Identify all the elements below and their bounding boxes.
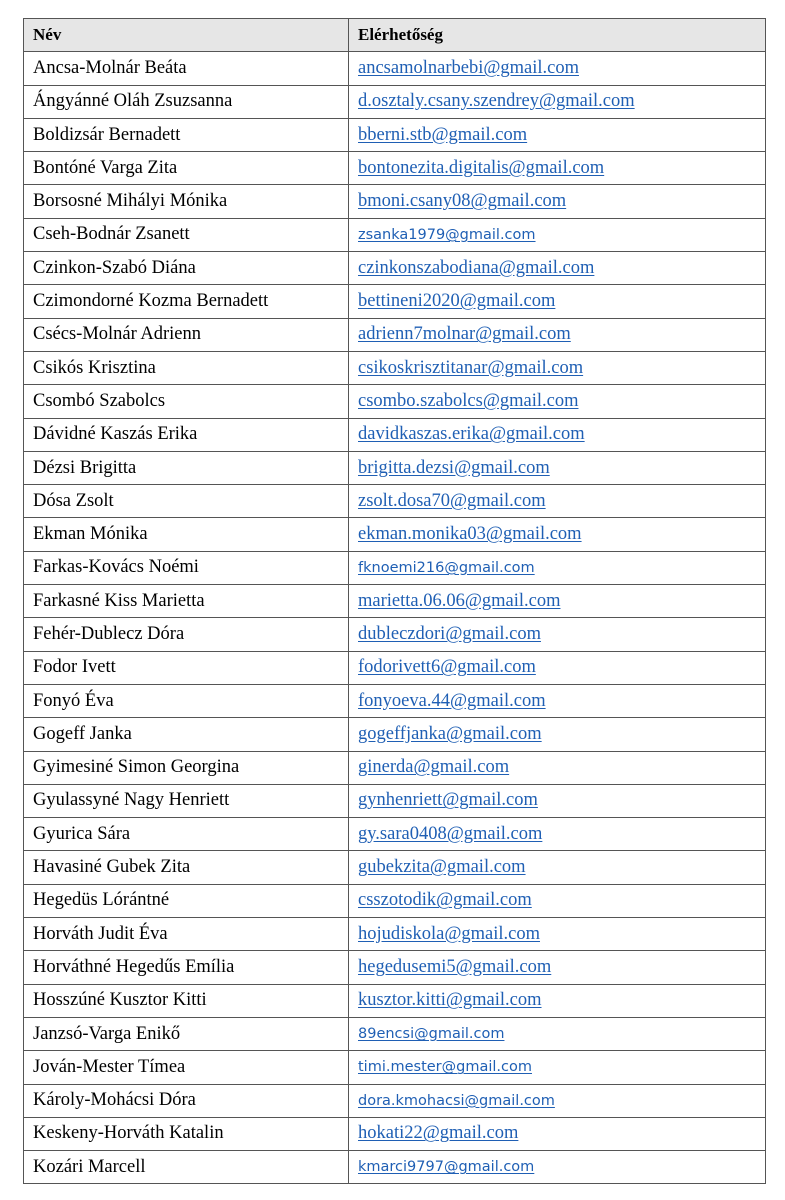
email-link[interactable]: fonyoeva.44@gmail.com [358,690,546,711]
contact-cell [349,585,766,618]
email-link[interactable]: bmoni.csany08@gmail.com [358,191,567,212]
person-name: Jován-Mester Tímea [24,1051,349,1084]
table-row [24,1117,766,1150]
table-row [24,351,766,384]
contact-cell [349,1051,766,1084]
table-row [24,718,766,751]
table-row [24,1151,766,1184]
contact-cell [349,684,766,717]
email-link[interactable]: hegedusemi5@gmail.com [358,956,552,977]
table-row [24,651,766,684]
person-name: Kozári Marcell [24,1151,349,1184]
contact-cell [349,85,766,118]
table-row [24,518,766,551]
table-row [24,818,766,851]
email-link[interactable]: fknoemi216@gmail.com [358,559,535,576]
email-link[interactable]: ginerda@gmail.com [358,757,510,778]
person-name: Gogeff Janka [24,718,349,751]
person-name: Dósa Zsolt [24,485,349,518]
table-row [24,585,766,618]
person-name: Czinkon-Szabó Diána [24,252,349,285]
person-name: Cseh-Bodnár Zsanett [24,218,349,251]
contact-cell [349,851,766,884]
table-row [24,918,766,951]
contact-cell [349,1084,766,1117]
email-link[interactable]: zsanka1979@gmail.com [358,226,536,243]
contact-cell [349,1017,766,1050]
person-name: Csécs-Molnár Adrienn [24,318,349,351]
person-name: Gyimesiné Simon Georgina [24,751,349,784]
table-row [24,152,766,185]
table-row [24,118,766,151]
table-row [24,751,766,784]
contact-cell [349,1151,766,1184]
email-link[interactable]: marietta.06.06@gmail.com [358,590,561,611]
email-link[interactable]: brigitta.dezsi@gmail.com [358,457,550,478]
email-link[interactable]: davidkaszas.erika@gmail.com [358,424,585,445]
email-link[interactable]: gubekzita@gmail.com [358,857,526,878]
email-link[interactable]: gynhenriett@gmail.com [358,790,538,811]
email-link[interactable]: gy.sara0408@gmail.com [358,823,543,844]
contact-cell [349,285,766,318]
contact-cell [349,152,766,185]
contact-cell [349,818,766,851]
contact-cell [349,918,766,951]
email-link[interactable]: bberni.stb@gmail.com [358,124,528,145]
person-name: Farkasné Kiss Marietta [24,585,349,618]
contact-cell [349,551,766,584]
table-body [24,52,766,1184]
person-name: Janzsó-Varga Enikő [24,1017,349,1050]
person-name: Károly-Mohácsi Dóra [24,1084,349,1117]
email-link[interactable]: gogeffjanka@gmail.com [358,723,542,744]
email-link[interactable]: adrienn7molnar@gmail.com [358,324,571,345]
contact-cell [349,418,766,451]
table-row [24,418,766,451]
table-row [24,1051,766,1084]
table-header-row [24,19,766,52]
contact-cell [349,185,766,218]
table-row [24,884,766,917]
person-name: Havasiné Gubek Zita [24,851,349,884]
person-name: Fehér-Dublecz Dóra [24,618,349,651]
contact-cell [349,385,766,418]
person-name: Hosszúné Kusztor Kitti [24,984,349,1017]
person-name: Gyurica Sára [24,818,349,851]
table-row [24,52,766,85]
person-name: Ekman Mónika [24,518,349,551]
table-row [24,551,766,584]
email-link[interactable]: csszotodik@gmail.com [358,890,532,911]
table-row [24,1084,766,1117]
person-name: Farkas-Kovács Noémi [24,551,349,584]
email-link[interactable]: csombo.szabolcs@gmail.com [358,390,579,411]
contact-cell [349,1117,766,1150]
email-link[interactable]: 89encsi@gmail.com [358,1026,505,1043]
person-name: Horváth Judit Éva [24,918,349,951]
table-row [24,85,766,118]
contact-cell [349,518,766,551]
contact-cell [349,52,766,85]
contact-cell [349,651,766,684]
person-name: Csombó Szabolcs [24,385,349,418]
contact-cell [349,618,766,651]
table-row [24,984,766,1017]
person-name: Fonyó Éva [24,684,349,717]
table-row [24,218,766,251]
person-name: Hegedüs Lórántné [24,884,349,917]
table-row [24,451,766,484]
table-row [24,1017,766,1050]
contact-cell [349,951,766,984]
email-link[interactable]: czinkonszabodiana@gmail.com [358,257,595,278]
person-name: Dézsi Brigitta [24,451,349,484]
person-name: Borsosné Mihályi Mónika [24,185,349,218]
contact-cell [349,784,766,817]
table-row [24,318,766,351]
person-name: Fodor Ivett [24,651,349,684]
email-link[interactable]: fodorivett6@gmail.com [358,657,536,678]
email-link[interactable]: bontonezita.digitalis@gmail.com [358,157,605,178]
email-link[interactable]: hokati22@gmail.com [358,1123,519,1144]
contact-cell [349,718,766,751]
email-link[interactable]: ekman.monika03@gmail.com [358,524,582,545]
contact-cell [349,984,766,1017]
table-row [24,252,766,285]
contact-cell [349,751,766,784]
header-contact: Elérhetőség [349,19,766,52]
contact-cell [349,218,766,251]
table-row [24,684,766,717]
email-link[interactable]: d.osztaly.csany.szendrey@gmail.com [358,91,635,112]
table-row [24,385,766,418]
table-row [24,485,766,518]
person-name: Ángyánné Oláh Zsuzsanna [24,85,349,118]
email-link[interactable]: timi.mester@gmail.com [358,1059,532,1076]
email-link[interactable]: hojudiskola@gmail.com [358,923,540,944]
table-row [24,784,766,817]
email-link[interactable]: kmarci9797@gmail.com [358,1159,535,1176]
person-name: Keskeny-Horváth Katalin [24,1117,349,1150]
person-name: Horváthné Hegedűs Emília [24,951,349,984]
contact-cell [349,884,766,917]
table-row [24,951,766,984]
person-name: Gyulassyné Nagy Henriett [24,784,349,817]
contact-cell [349,252,766,285]
contact-cell [349,351,766,384]
person-name: Bontóné Varga Zita [24,152,349,185]
person-name: Ancsa-Molnár Beáta [24,52,349,85]
email-link[interactable]: kusztor.kitti@gmail.com [358,990,542,1011]
contact-cell [349,318,766,351]
email-link[interactable]: csikoskrisztitanar@gmail.com [358,357,584,378]
contact-cell [349,118,766,151]
person-name: Dávidné Kaszás Erika [24,418,349,451]
email-link[interactable]: zsolt.dosa70@gmail.com [358,490,546,511]
contact-cell [349,485,766,518]
email-link[interactable]: ancsamolnarbebi@gmail.com [358,57,579,78]
table-row [24,618,766,651]
table-row [24,285,766,318]
person-name: Csikós Krisztina [24,351,349,384]
email-link[interactable]: bettineni2020@gmail.com [358,291,556,312]
contact-cell [349,451,766,484]
person-name: Czimondorné Kozma Bernadett [24,285,349,318]
contact-table [23,18,766,1184]
table-row [24,185,766,218]
person-name: Boldizsár Bernadett [24,118,349,151]
email-link[interactable]: dora.kmohacsi@gmail.com [358,1092,555,1109]
email-link[interactable]: dubleczdori@gmail.com [358,623,541,644]
header-name: Név [24,19,349,52]
table-row [24,851,766,884]
